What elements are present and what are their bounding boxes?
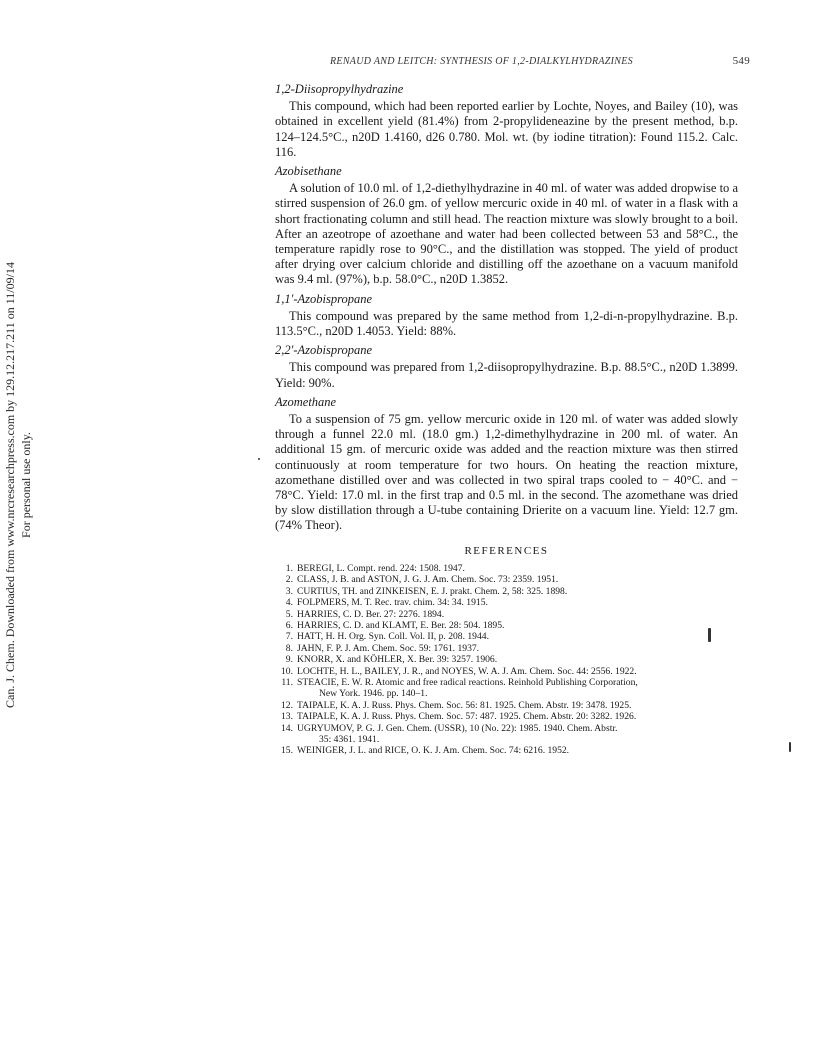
section-paragraph: This compound was prepared from 1,2-diisopropylhydrazine. B.p. 88.5°C., n20D 1.3899. Yield: 90%.: [275, 360, 738, 390]
scan-speck: [789, 742, 791, 752]
section-heading: 2,2′-Azobispropane: [275, 343, 373, 358]
reference-text: UGRYUMOV, P. G. J. Gen. Chem. (USSR), 10 (No. 22): 1985. 1940. Chem. Abstr.: [297, 722, 618, 734]
reference-text: STEACIE, E. W. R. Atomic and free radical reactions. Reinhold Publishing Corporation,: [297, 676, 638, 688]
reference-text: HARRIES, C. D. and KLAMT, E. Ber. 28: 504. 1895.: [297, 619, 505, 631]
section-heading: 1,1′-Azobispropane: [275, 291, 373, 306]
personal-use-notice: For personal use only.: [19, 432, 33, 538]
reference-number: 8.: [285, 642, 293, 654]
section-diisopropylhydrazine: [275, 82, 738, 160]
section-azomethane: [275, 395, 738, 534]
reference-number: 10.: [281, 665, 293, 677]
section-paragraph: A solution of 10.0 ml. of 1,2-diethylhydrazine in 40 ml. of water was added dropwise to a stirred suspension of 26.0 gm. of yellow mercuric oxide in 40 ml. of water in a flask with a short fractionating column and still head. The reaction mixture was slowly brought to a boil. After an azeotrope of azoethane and water had been collected between 53 and 58°C., the temperature rapidly rose to 90°C., and the distillation was stopped. The yield of product after drying over calcium chloride and distilling off the azoethane on a vacuum manifold was 9.4 ml. (97%), b.p. 58.0°C., n20D 1.3852.: [275, 181, 738, 287]
article-body: [275, 82, 738, 757]
reference-item: [279, 700, 738, 711]
references-title: REFERENCES: [464, 544, 549, 557]
reference-text: LOCHTE, H. L., BAILEY, J. R., and NOYES, W. A. J. Am. Chem. Soc. 44: 2556. 1922.: [297, 665, 637, 677]
reference-continuation: 35: 4361. 1941.: [319, 733, 380, 745]
reference-item: [279, 745, 738, 756]
reference-number: 13.: [281, 711, 293, 723]
reference-item: [279, 609, 738, 620]
section-heading: Azobisethane: [275, 164, 342, 179]
section-azobispropane-2: [275, 343, 738, 391]
reference-text: CLASS, J. B. and ASTON, J. G. J. Am. Chem. Soc. 73: 2359. 1951.: [297, 574, 559, 586]
reference-text: KNORR, X. and KÖHLER, X. Ber. 39: 3257. 1906.: [297, 654, 498, 666]
reference-text: TAIPALE, K. A. J. Russ. Phys. Chem. Soc. 56: 81. 1925. Chem. Abstr. 19: 3478. 1925.: [297, 699, 632, 711]
download-notice: Can. J. Chem. Downloaded from www.nrcresearchpress.com by 129.12.217.211 on 11/09/14: [3, 262, 17, 708]
reference-item: [279, 631, 738, 642]
reference-text: BEREGI, L. Compt. rend. 224: 1508. 1947.: [297, 562, 465, 574]
section-paragraph: This compound was prepared by the same method from 1,2-di-n-propylhydrazine. B.p. 113.5°C., n20D 1.4053. Yield: 88%.: [275, 308, 738, 339]
reference-number: 15.: [281, 745, 293, 757]
reference-text: FOLPMERS, M. T. Rec. trav. chim. 34: 34. 1915.: [297, 597, 488, 609]
reference-item: [279, 586, 738, 597]
reference-continuation: New York. 1946. pp. 140–1.: [319, 688, 428, 700]
section-paragraph: This compound, which had been reported earlier by Lochte, Noyes, and Bailey (10), was obtained in excellent yield (81.4%) from 2-propylideneazine by the present method, b.p. 124–124.5°C., n20D 1.4160, d26 0.780. Mol. wt. (by iodine titration): Found 115.2. Calc. 116.: [275, 99, 738, 159]
section-heading: Azomethane: [275, 394, 337, 409]
reference-number: 11.: [281, 676, 293, 688]
reference-item: [279, 677, 738, 700]
section-azobispropane-1: [275, 292, 738, 340]
reference-text: WEINIGER, J. L. and RICE, O. K. J. Am. Chem. Soc. 74: 6216. 1952.: [297, 745, 570, 757]
download-watermark: [2, 240, 38, 730]
reference-item: [279, 574, 738, 585]
reference-item: [279, 597, 738, 608]
reference-item: [279, 643, 738, 654]
reference-number: 5.: [285, 608, 293, 620]
references-list: [275, 563, 738, 757]
reference-number: 1.: [285, 562, 293, 574]
reference-text: HATT, H. H. Org. Syn. Coll. Vol. II, p. 208. 1944.: [297, 631, 489, 643]
reference-number: 9.: [285, 654, 293, 666]
scan-speck: [708, 628, 711, 642]
reference-item: [279, 666, 738, 677]
section-heading: 1,2-Diisopropylhydrazine: [275, 82, 404, 96]
reference-number: 3.: [285, 585, 293, 597]
reference-number: 2.: [285, 574, 293, 586]
reference-number: 7.: [285, 631, 293, 643]
reference-number: 14.: [281, 722, 293, 734]
reference-number: 4.: [285, 597, 293, 609]
reference-text: TAIPALE, K. A. J. Russ. Phys. Chem. Soc. 57: 487. 1925. Chem. Abstr. 20: 3282. 1926.: [297, 711, 637, 723]
reference-text: CURTIUS, TH. and ZINKEISEN, E. J. prakt. Chem. 2, 58: 325. 1898.: [297, 585, 568, 597]
running-header: [330, 56, 750, 67]
running-title: RENAUD AND LEITCH: SYNTHESIS OF 1,2-DIALKYLHYDRAZINES: [330, 56, 633, 67]
reference-number: 12.: [281, 699, 293, 711]
reference-text: HARRIES, C. D. Ber. 27: 2276. 1894.: [297, 608, 445, 620]
reference-item: [279, 620, 738, 631]
reference-item: [279, 654, 738, 665]
section-paragraph: To a suspension of 75 gm. yellow mercuric oxide in 120 ml. of water was added slowly through a funnel 22.0 ml. (18.0 gm.) 1,2-dimethylhydrazine in 200 ml. of water. An additional 15 gm. of mercuric oxide was added and the reaction mixture was then stirred continuously at room temperature for two hours. On heating the reaction mixture, azomethane distilled over and was collected in two spiral traps cooled to − 40°C. and − 78°C. Yield: 17.0 ml. in the first trap and 0.5 ml. in the second. The azomethane was dried by slow distillation through a U-tube containing Drierite on a vacuum line. Yield: 12.7 gm. (74% Theor).: [275, 412, 738, 533]
reference-number: 6.: [285, 619, 293, 631]
section-azobisethane: [275, 164, 738, 288]
reference-item: [279, 711, 738, 722]
page-number: 549: [732, 55, 750, 67]
scan-speck: [258, 458, 260, 460]
reference-item: [279, 723, 738, 746]
reference-text: JAHN, F. P. J. Am. Chem. Soc. 59: 1761. 1937.: [297, 642, 480, 654]
reference-item: [279, 563, 738, 574]
